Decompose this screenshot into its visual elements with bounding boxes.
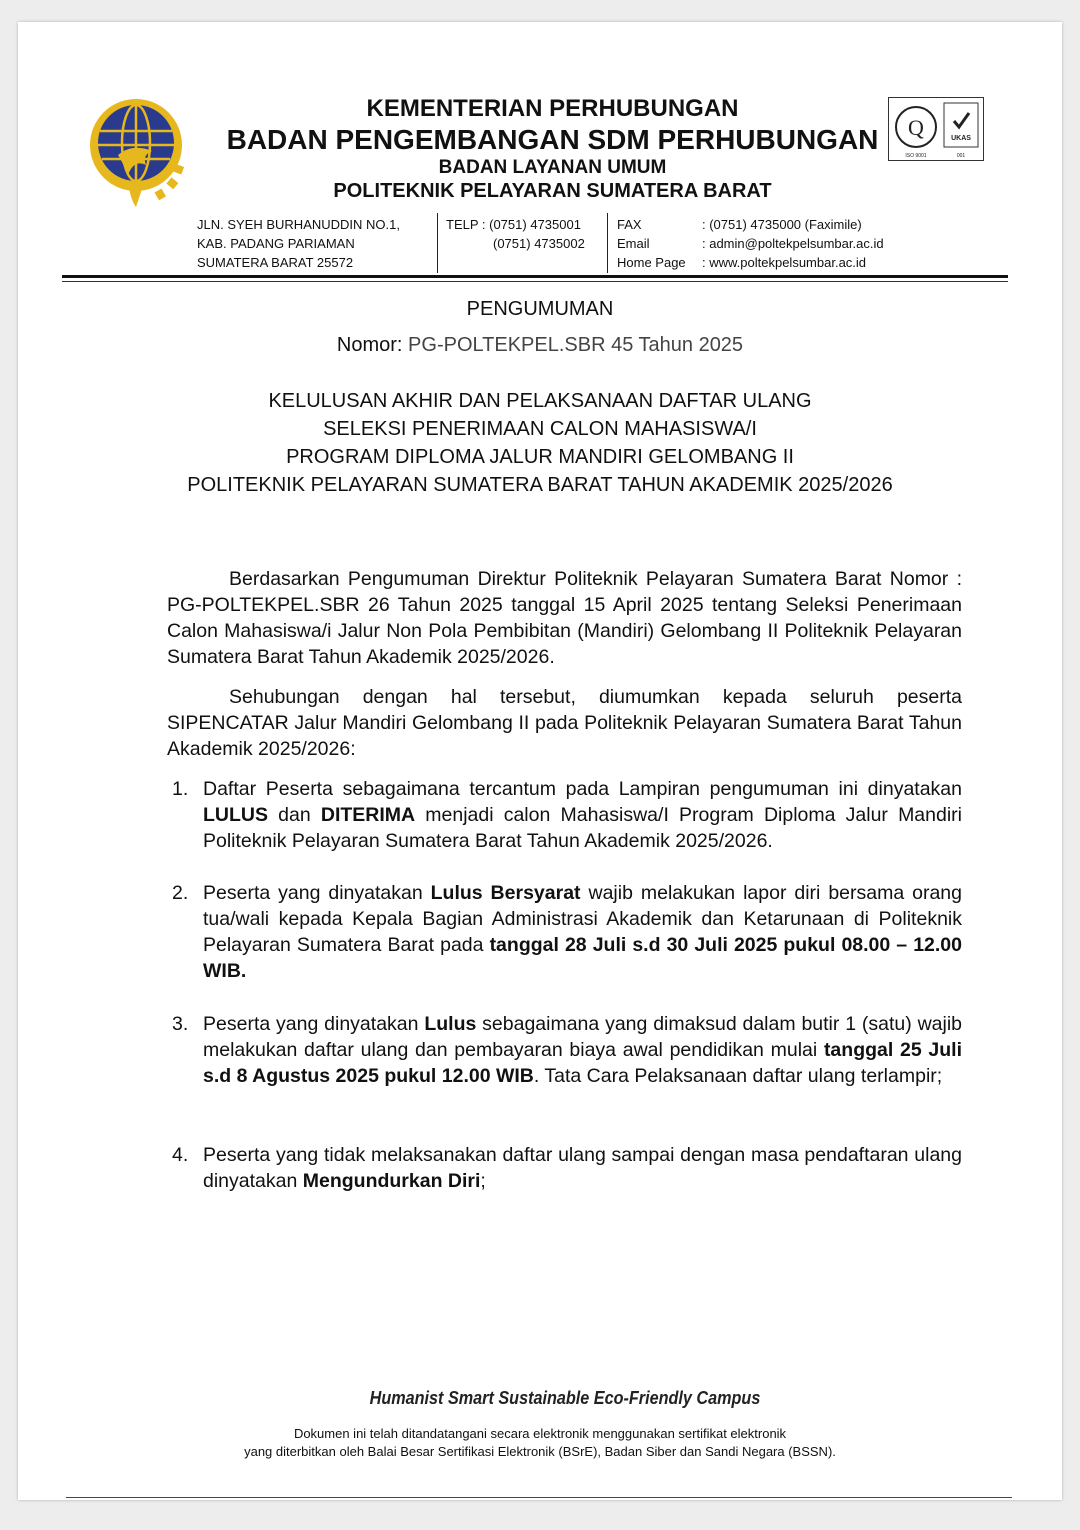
svg-text:Q: Q: [908, 115, 924, 140]
header-divider: [437, 213, 438, 273]
fax-number: : (0751) 4735000 (Faximile): [702, 217, 862, 232]
announcement-heading: PENGUMUMAN: [466, 298, 614, 320]
address-block: JLN. SYEH BURHANUDDIN NO.1, KAB. PADANG PARIAMAN SUMATERA BARAT 25572: [197, 217, 400, 270]
homepage-url: : www.poltekpelsumbar.ac.id: [702, 255, 867, 270]
svg-text:ISO 9001: ISO 9001: [905, 153, 927, 159]
paragraph-basis: Berdasarkan Pengumuman Direktur Politeknik Pelayaran Sumatera Barat Nomor : PG-POLTEKPEL.SBR 26 Tahun 2025 tanggal 15 April 2025 tentang Seleksi Penerimaan Calon Mahasiswa/i Jalur Non Pola Pembibitan (Mandiri) Gelombang II Politeknik Pelayaran Sumatera Barat Tahun Akademik 2025/2026.: [167, 568, 962, 668]
paragraph-announcement: Sehubungan dengan hal tersebut, diumumkan kepada seluruh peserta SIPENCATAR Jalur Mandiri Gelombang II pada Politeknik Pelayaran Sumatera Barat Tahun Akademik 2025/2026:: [167, 686, 962, 760]
announcement-number: Nomor: PG-POLTEKPEL.SBR 45 Tahun 2025: [336, 334, 744, 356]
e-signature-note: Dokumen ini telah ditandatangani secara elektronik menggunakan sertifikat elektronik: [293, 1426, 787, 1441]
campus-motto: Humanist Smart Sustainable Eco-Friendly Campus: [369, 1388, 761, 1408]
ministry-name: KEMENTERIAN PERHUBUNGAN: [366, 95, 739, 122]
svg-text:001: 001: [956, 153, 966, 159]
unit-name: BADAN LAYANAN UMUM: [438, 157, 667, 178]
email-address: : admin@poltekpelsumbar.ac.id: [702, 236, 884, 251]
header-divider: [607, 213, 608, 273]
agency-name: BADAN PENGEMBANGAN SDM PERHUBUNGAN: [226, 124, 879, 155]
ministry-logo-icon: [88, 95, 188, 210]
contact-labels: FAX Email Home Page: [617, 217, 686, 270]
announcement-subject: KELULUSAN AKHIR DAN PELAKSANAAN DAFTAR ULANG SELEKSI PENERIMAAN CALON MAHASISWA/I PROGRAM DIPLOMA JALUR MANDIRI GELOMBANG II POLITEKNIK PELAYARAN SUMATERA BARAT TAHUN AKADEMIK 2025/2026: [187, 390, 893, 496]
contact-values: [702, 215, 884, 272]
letterhead-rule: [62, 275, 1008, 278]
svg-text:UKAS: UKAS: [951, 135, 971, 142]
letterhead-rule-thin: [62, 281, 1008, 282]
footer-rule: [66, 1497, 1012, 1498]
telephone-block: TELP : (0751) 4735001 (0751) 4735002: [446, 217, 585, 251]
institution-name: POLITEKNIK PELAYARAN SUMATERA BARAT: [333, 180, 772, 202]
e-signature-note-issuer: yang diterbitkan oleh Balai Besar Sertifikasi Elektronik (BSrE), Badan Siber dan Sandi Negara (BSSN).: [244, 1444, 836, 1459]
